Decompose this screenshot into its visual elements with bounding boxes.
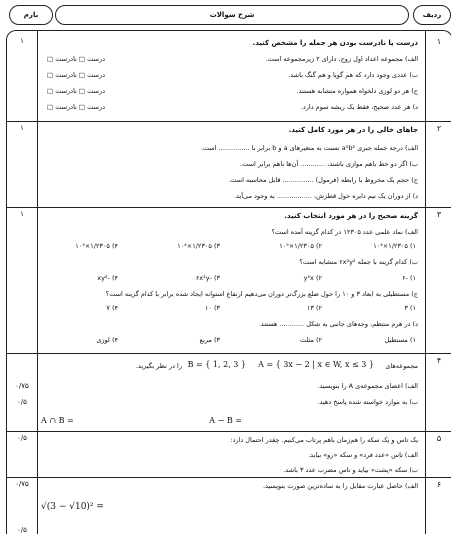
mc-c-option-3[interactable]: ۳) ۱۰ <box>204 304 220 312</box>
exam-page <box>6 0 451 533</box>
statement-b: ب) عددی وجود دارد که هم گویا و هم گنگ باشد. <box>288 71 418 79</box>
questions-table <box>6 30 451 534</box>
question-score: ۱ <box>20 124 24 132</box>
question-title: گزینه صحیح را در هر مورد انتخاب کنید. <box>284 212 418 220</box>
question-1 <box>7 31 451 121</box>
question-2 <box>7 121 451 208</box>
mc-c-option-2[interactable]: ۲) ۱۳ <box>306 304 322 312</box>
header-desc-label: شرح سوالات <box>55 5 409 25</box>
header-score-label: بارم <box>9 5 53 25</box>
question-number: ۵ <box>436 434 442 443</box>
mc-d-option-3[interactable]: ۳) مربع <box>199 336 220 344</box>
mc-d-option-4[interactable]: ۴) لوزی <box>96 336 118 344</box>
statement-a: الف) مجموعه اعداد اول زوج، دارای ۲ زیرمجموعه است. <box>265 55 418 63</box>
question-score: ۱ <box>20 37 24 45</box>
mc-a-option-4[interactable]: ۴) ۱/۲۳۰۵×۱۰³ <box>75 242 118 250</box>
true-false-a[interactable]: درست □ نادرست □ <box>47 55 105 63</box>
question-3 <box>7 207 451 354</box>
mc-d-option-2[interactable]: ۲) مثلث <box>299 336 322 344</box>
question-number: ۱ <box>436 37 442 46</box>
mc-a-question: الف) نماد علمی عدد ۱۲۳۰۵ در کدام گزینه آمده است؟ <box>271 228 418 236</box>
question-score-a: ۰/۷۵ <box>15 382 29 390</box>
blank-b: ب) اگر دو خط باهم موازی باشند، ............ آن‌ها باهم برابر است. <box>240 160 418 168</box>
mc-b-question: ب) کدام گزینه با جمله ۶x²y² متشابه است؟ <box>299 258 418 266</box>
mc-b-option-3[interactable]: ۳) -۶x²y <box>195 274 220 282</box>
sets-intro: مجموعه‌های <box>385 362 418 370</box>
question-number: ۶ <box>436 480 442 489</box>
mc-a-option-1[interactable]: ۱) ۱/۲۳۰۵×۱۰⁴ <box>373 242 416 250</box>
mc-c-question: ج) مستطیلی به ابعاد ۳ و ۱۰ را حول ضلع بزرگ‌تر دوران می‌دهیم ارتفاع استوانه ایجاد شده برابر با کدام گزینه است؟ <box>105 290 418 298</box>
probability-intro: یک تاس و یک سکه را هم‌زمان باهم پرتاب می‌کنیم. چقدر احتمال دارد: <box>230 436 418 444</box>
question-score-b: ۰/۵ <box>17 526 27 534</box>
simplify-part-a: الف) حاصل عبارت مقابل را به ساده‌ترین صورت بنویسید. <box>262 482 418 490</box>
intersection-expression: A ∩ B = <box>41 416 74 425</box>
set-b-definition: B = { 1, 2, 3 } <box>187 360 246 369</box>
sets-tail: را در نظر بگیرید. <box>135 362 182 370</box>
mc-d-option-1[interactable]: ۱) مستطیل <box>384 336 416 344</box>
statement-d: د) هر عدد صحیح، فقط یک ریشه سوم دارد. <box>300 103 418 111</box>
blank-d: د) از دوران یک نیم دایره حول قطرش، ................. به وجود می‌آید. <box>233 192 418 200</box>
mc-b-option-2[interactable]: ۲) y²x <box>303 274 322 282</box>
question-number: ۲ <box>436 124 442 133</box>
mc-d-question: د) در هرم منتظم، وجه‌های جانبی به شکل ............ هستند. <box>258 320 418 328</box>
true-false-c[interactable]: درست □ نادرست □ <box>47 87 105 95</box>
question-5 <box>7 431 451 478</box>
question-title: درست یا نادرست بودن هر جمله را مشخص کنید. <box>252 39 418 47</box>
question-score: ۱ <box>20 210 24 218</box>
mc-b-option-4[interactable]: ۴) -xy² <box>97 274 118 282</box>
question-score-a: ۰/۷۵ <box>15 480 29 488</box>
probability-a: الف) تاس «عدد فرد» و سکه «رو» بیاید. <box>308 451 418 459</box>
probability-b: ب) سکه «پشت» بیاید و تاس مضرب عدد ۳ باشد. <box>283 466 418 474</box>
header-row-label: ردیف <box>413 5 451 25</box>
question-6 <box>7 477 451 534</box>
part-a: الف) اعضای مجموعه‌ی A را بنویسید. <box>317 382 418 390</box>
radical-expression: √(3 − √10)² = <box>41 502 104 512</box>
mc-b-option-1[interactable]: ۱) -۶ <box>402 274 416 282</box>
question-title: جاهای خالی را در هر مورد کامل کنید. <box>288 126 418 134</box>
part-b: ب) به موارد خواسته شده پاسخ دهید. <box>317 398 418 406</box>
set-a-definition: A = { 3x − 2 | x ∈ W, x ≤ 3 } <box>258 360 374 369</box>
question-score: ۰/۵ <box>17 434 27 442</box>
mc-a-option-3[interactable]: ۳) ۱/۲۳۰۵×۱۰⁴ <box>177 242 220 250</box>
mc-c-option-1[interactable]: ۱) ۳ <box>404 304 416 312</box>
question-number: ۴ <box>436 356 442 365</box>
table-header <box>6 3 451 27</box>
question-number: ۳ <box>436 210 442 219</box>
statement-c: ج) هر دو لوزی دلخواه همواره متشابه هستند. <box>296 87 418 95</box>
question-4 <box>7 353 451 432</box>
mc-a-option-2[interactable]: ۲) ۱/۲۳۰۵×۱۰⁵ <box>279 242 322 250</box>
question-score-b: ۰/۵ <box>17 398 27 406</box>
mc-c-option-4[interactable]: ۴) ۷ <box>106 304 118 312</box>
true-false-d[interactable]: درست □ نادرست □ <box>47 103 105 111</box>
blank-c: ج) حجم یک مخروط با رابطه (فرمول) ............... قابل محاسبه است. <box>228 176 418 184</box>
true-false-b[interactable]: درست □ نادرست □ <box>47 71 105 79</box>
blank-a: الف) درجه جمله جبری a⁵b² نسبت به متغیرهای a و b برابر با ............... است. <box>200 144 418 152</box>
difference-expression: A − B = <box>209 416 242 425</box>
